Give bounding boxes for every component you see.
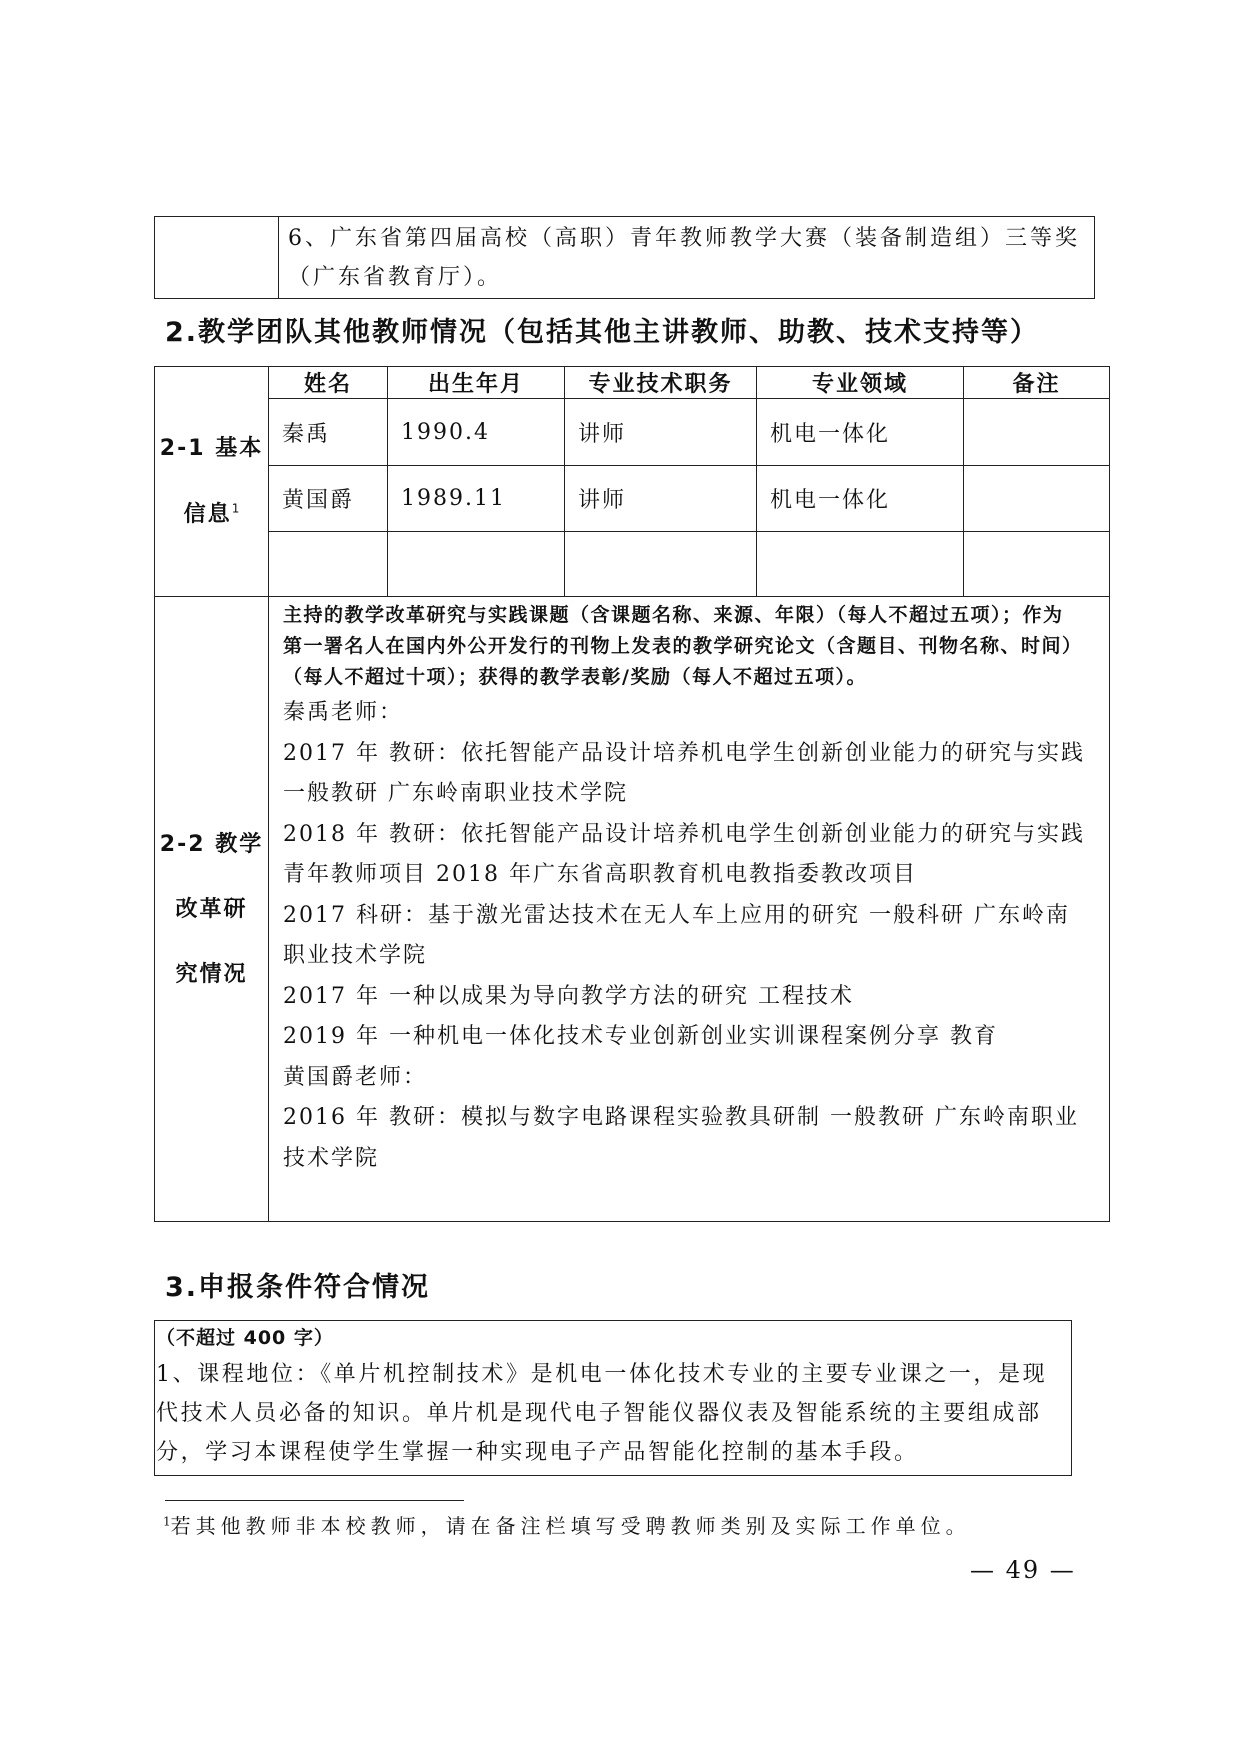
reform-row bbox=[155, 597, 1110, 1222]
eligibility-box bbox=[154, 1320, 1072, 1476]
section-3-heading: 3.申报条件符合情况 bbox=[165, 1272, 431, 1303]
column-header-remark: 备注 bbox=[964, 367, 1110, 399]
instruction-line: 主持的教学改革研究与实践课题（含课题名称、来源、年限）（每人不超过五项）；作为 bbox=[283, 604, 1064, 626]
reform-label-line: 改革研 bbox=[175, 896, 248, 922]
reform-content-line: 2017 年 一种以成果为导向教学方法的研究 工程技术 bbox=[283, 983, 854, 1009]
professional-field-cell: 机电一体化 bbox=[757, 399, 964, 466]
continued-award-row bbox=[154, 216, 1095, 299]
basic-info-label-cell bbox=[155, 367, 269, 597]
table-row bbox=[155, 466, 1110, 532]
reform-content-line: 青年教师项目 2018 年广东省高职教育机电教指委教改项目 bbox=[283, 862, 917, 887]
award-line: 6、广东省第四届高校（高职）青年教师教学大赛（装备制造组）三等奖 bbox=[288, 226, 1080, 251]
column-header-name: 姓名 bbox=[269, 367, 388, 399]
reform-content-line: 秦禹老师： bbox=[283, 700, 404, 725]
reform-content-line: 职业技术学院 bbox=[283, 943, 428, 968]
word-limit-note: （不超过 400 字） bbox=[156, 1327, 334, 1349]
remark-cell bbox=[964, 466, 1110, 532]
birth-date-cell: 1990.4 bbox=[388, 399, 565, 466]
table-header-row bbox=[155, 367, 1110, 399]
basic-info-label-text: 信息 bbox=[183, 501, 232, 527]
reform-content-line: 技术学院 bbox=[283, 1145, 380, 1171]
remark-cell bbox=[964, 399, 1110, 466]
empty-cell bbox=[565, 532, 757, 597]
continued-row-content-cell bbox=[279, 217, 1080, 298]
birth-date-cell: 1989.11 bbox=[388, 466, 565, 532]
eligibility-text-line: 代技术人员必备的知识。单片机是现代电子智能仪器仪表及智能系统的主要组成部 bbox=[156, 1401, 1042, 1426]
eligibility-text-line: 1、课程地位：《单片机控制技术》是机电一体化技术专业的主要专业课之一，是现 bbox=[156, 1362, 1048, 1387]
reform-content-cell bbox=[269, 597, 1110, 1222]
column-header-title: 专业技术职务 bbox=[565, 367, 757, 399]
reform-content-line: 2018 年 教研：依托智能产品设计培养机电学生创新创业能力的研究与实践 bbox=[283, 821, 1085, 847]
reform-content-line: 2017 科研：基于激光雷达技术在无人车上应用的研究 一般科研 广东岭南 bbox=[283, 902, 1070, 928]
basic-info-label-line-2 bbox=[155, 482, 268, 548]
footnote-mark: 1 bbox=[163, 1514, 171, 1529]
section-2-heading: 2.教学团队其他教师情况（包括其他主讲教师、助教、技术支持等） bbox=[165, 317, 1040, 348]
award-line: （广东省教育厅）。 bbox=[288, 265, 503, 290]
reform-label-line: 2-2 教学 bbox=[159, 831, 264, 857]
instruction-line: （每人不超过十项）；获得的教学表彰/奖励（每人不超过五项）。 bbox=[283, 666, 867, 688]
footnote-reference-mark: 1 bbox=[231, 501, 240, 516]
column-header-birth: 出生年月 bbox=[388, 367, 565, 399]
reform-content-line: 黄国爵老师： bbox=[283, 1064, 428, 1090]
teacher-name-cell: 黄国爵 bbox=[269, 466, 388, 532]
instruction-line: 第一署名人在国内外公开发行的刊物上发表的教学研究论文（含题目、刊物名称、时间） bbox=[283, 635, 1083, 657]
reform-content-line: 2017 年 教研：依托智能产品设计培养机电学生创新创业能力的研究与实践 bbox=[283, 740, 1085, 766]
teacher-name-cell: 秦禹 bbox=[269, 399, 388, 466]
empty-cell bbox=[757, 532, 964, 597]
reform-content-line: 2019 年 一种机电一体化技术专业创新创业实训课程案例分享 教育 bbox=[283, 1024, 998, 1049]
continued-row-label-cell bbox=[155, 217, 279, 298]
reform-label-line: 究情况 bbox=[175, 961, 248, 987]
page-number: — 49 — bbox=[970, 1556, 1076, 1584]
table-row-empty bbox=[155, 532, 1110, 597]
column-header-field: 专业领域 bbox=[757, 367, 964, 399]
reform-content-line: 一般教研 广东岭南职业技术学院 bbox=[283, 781, 628, 806]
professional-title-cell: 讲师 bbox=[565, 466, 757, 532]
reform-label-cell bbox=[155, 597, 269, 1222]
professional-field-cell: 机电一体化 bbox=[757, 466, 964, 532]
basic-info-label-line: 2-1 基本 bbox=[159, 435, 264, 461]
professional-title-cell: 讲师 bbox=[565, 399, 757, 466]
footnote bbox=[163, 1512, 971, 1540]
footnote-text: 若其他教师非本校教师，请在备注栏填写受聘教师类别及实际工作单位。 bbox=[170, 1514, 971, 1538]
eligibility-text-line: 分，学习本课程使学生掌握一种实现电子产品智能化控制的基本手段。 bbox=[156, 1440, 919, 1465]
empty-cell bbox=[388, 532, 565, 597]
table-row bbox=[155, 399, 1110, 466]
empty-cell bbox=[269, 532, 388, 597]
reform-content-line: 2016 年 教研：模拟与数字电路课程实验教具研制 一般教研 广东岭南职业 bbox=[283, 1105, 1079, 1130]
footnote-divider bbox=[165, 1500, 464, 1501]
empty-cell bbox=[964, 532, 1110, 597]
teaching-team-table bbox=[154, 366, 1110, 1222]
